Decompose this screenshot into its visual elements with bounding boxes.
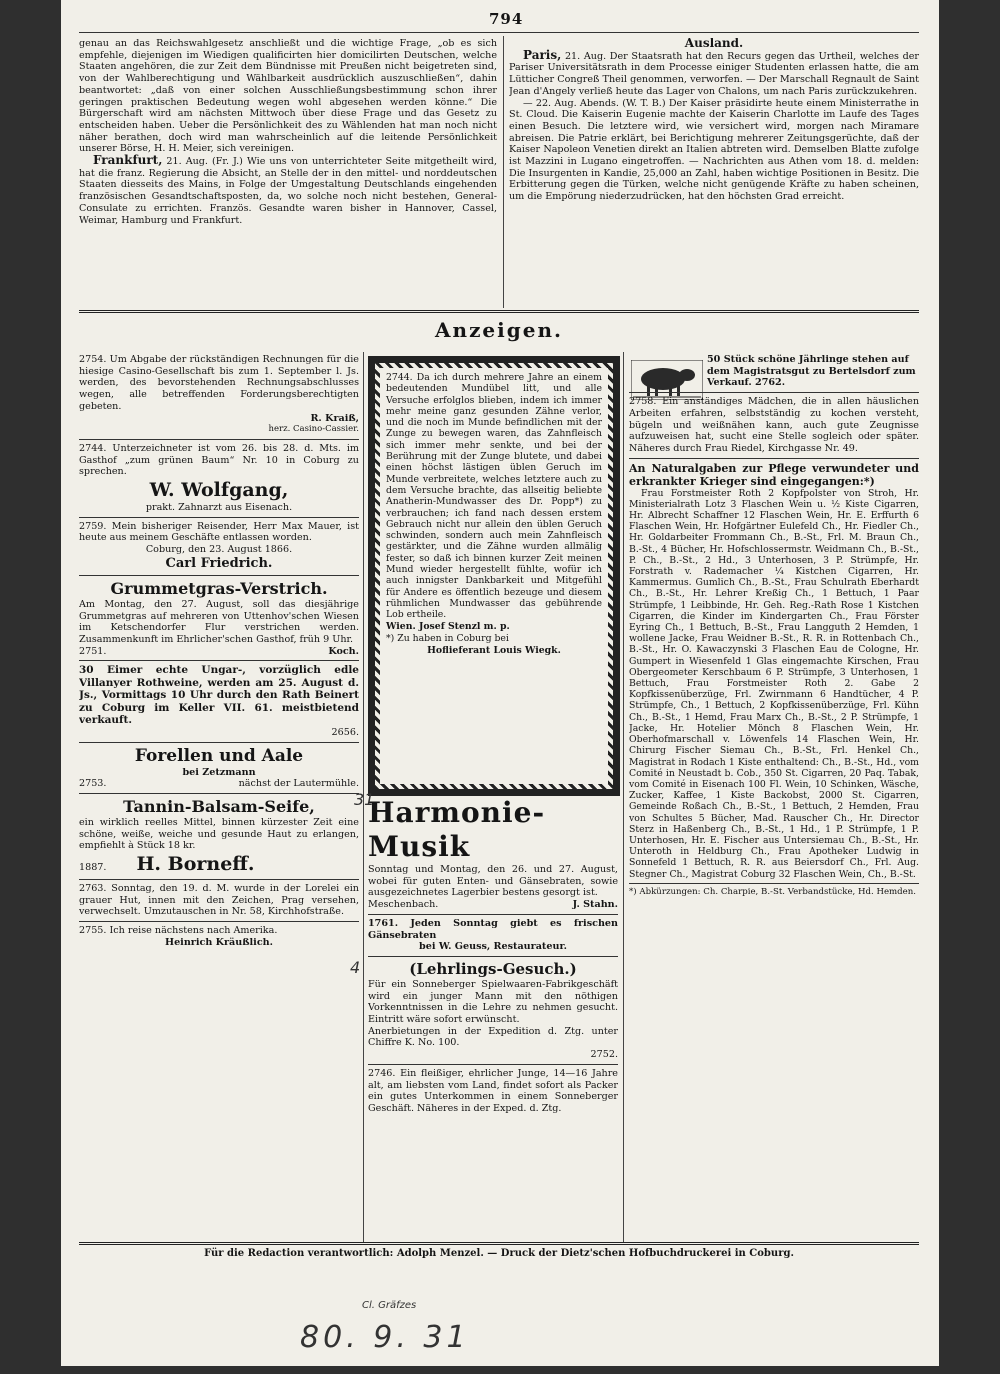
ad-naturalgaben-title: An Naturalgaben zur Pflege verwundeter und erkrankter Krieger sind eingegangen:*) xyxy=(629,461,919,488)
ad-wolfgang: 2744. Unterzeichneter ist vom 26. bis 28. d. Mts. im Gasthof „zum grünen Baum“ Nr. 10 in Coburg zu sprechen. xyxy=(79,442,359,478)
ad-harmonie-title: Harmonie-Musik xyxy=(368,796,546,863)
ad-amerika: 2755. Ich reise nächstens nach Amerika. xyxy=(79,925,278,937)
top-left-column xyxy=(79,38,497,308)
ad-tannin: ein wirklich reelles Mittel, binnen kürzester Zeit eine schöne, weiße, weiche und gesunde Haut zu erlangen, empfiehlt à Stück 18 kr. xyxy=(79,816,359,852)
ad-grummetgras: Am Montag, den 27. August, soll das diesjährige Grummetgras auf mehreren von Uttenhov'schen Wiesen im Ketschendorfer Flur verstrichen werden. Zusammenkunft im Ehrlicher'schen Gasthof, früh 9 Uhr. xyxy=(79,598,359,645)
ad-reisender: 2759. Mein bisheriger Reisender, Herr Max Mauer, ist heute aus meinem Geschäfte entlassen worden. xyxy=(79,520,359,544)
ad-anatherin: 2744. Da ich durch mehrere Jahre an einem bedeutenden Mundübel litt, und alle Versuche erfolglos blieben, indem ich immer mehr meine ganz gesunden Zähne verlor, und die noch im Munde befindlichen mit der Zunge zu bewegen waren, das Zahnfleisch sich immer mehr senkte, und bei der Berührung mit der Zunge blutete, und dabei einen höchst lästigen üblen Geruch im Munde verbreitete, welches letztere auch zu dem Versuche brachte, das allseitig beliebte Anatherin-Mundwasser des Dr. Popp*) zu verbrauchen; ich fand nach dessen erstem Gebrauch nicht nur allein den üblen Geruch schwinden, sondern auch mein Zahnfleisch gestärkter, und die Zähne wurden allmälig fester, so daß ich binnen kurzer Zeit meinen Mund wieder hergestellt fühlte, wofür ich auch innigster Dankbarkeit und Mitgefühl für Andere es öffentlich bezeuge und diesem rühmlichen Mundwasser das gebührende Lob ertheile. xyxy=(386,372,602,621)
handwritten-note: Cl. Gräfzes xyxy=(362,1300,417,1311)
ad-harmonie: Sonntag und Montag, den 26. und 27. August, wobei für guten Enten- und Gänsebraten, sowie ausgezeichnetes Lagerbier bestens gesorgt ist. xyxy=(368,864,618,899)
left-ads-column: 2754. Um Abgabe der rückständigen Rechnungen für die hiesige Casino-Gesellschaft bis zum 1. September l. Js. werden, des bevorstehenden Rechnungsabschlusses wegen, alle betreffenden Forderungsberechtigten gebeten. R. Kraiß, herz. Casino-Cassier. 2744. Unterzeichneter ist vom 26. bis 28. d. Mts. im Gasthof „zum grünen Baum“ Nr. 10 in Coburg zu sprechen. W. Wolfgang, prakt. Zahnarzt aus Eisenach. 2759. Mein bisheriger Reisender, Herr Max Mauer, ist heute aus meinem Geschäfte entlassen worden. Coburg, den 23. August 1866. Carl Friedrich. Grummetgras-Verstrich. Am Montag, den 27. August, soll das diesjährige Grummetgras auf mehreren von Uttenhov'schen Wiesen im Ketschendorfer Flur verstrichen werden. Zusammenkunft im Ehrlicher'schen Gasthof, früh 9 Uhr. 2751. Koch. 30 Eimer echte Ungar-, vorzüglich edle Villanyer Rothweine, werden am 25. August d. Js., Vormittags 10 Uhr durch den Rath Beinert zu Coburg im Keller VII. 61. meistbietend verkauft. 2656. Forellen und Aale bei Zetzmann 2753. nächst der Lautermühle. Tannin-Balsam-Seife, ein wirklich reelles Mittel, binnen kürzester Zeit eine schöne, weiße, weiche und gesunde Haut zu erlangen, empfiehlt à Stück 18 kr. 1887. H. Borneff. 2763. Sonntag, den 19. d. M. wurde in der Lorelei ein grauer Hut, innen mit den Zeichen, Prag versehen, verwechselt. Umzutauschen in Nr. 58, Kirchhofstraße. 2755. Ich reise nächstens nach Amerika. Heinrich Kräußlich. xyxy=(79,354,359,948)
ad-naturalgaben: Frau Forstmeister Roth 2 Kopfpolster von Stroh, Hr. Ministerialrath Lotz 3 Flaschen Wein u. ½ Kiste Cigarren, Hr. Albrecht Schaffner 12 Flaschen Wein, Hr. E. Erffurth 6 Flaschen Wein, Hr. Hofgärtner Eulefeld Ch., Hr. Fiedler Ch., Hr. Goldarbeiter Frommann Ch., B.-St., Frl. M. Braun Ch., B.-St., 4 Bücher, Hr. Hofschlossermstr. Weidmann Ch., B.-St., P. Ch., B.-St., 2 Hd., 3 Unterhosen, 3 P. Strümpfe, Hr. Forstrath v. Rademacher ¼ Kistchen Cigarren, Hr. Kammermus. Gumlich Ch., B.-St., Frau Schulrath Eberhardt Ch., B.-St., Hr. Lehrer Kreßig Ch., 1 Bettuch, 1 Paar Strümpfe, 1 Leibbinde, Hr. Geh. Reg.-Rath Rose 1 Kistchen Cigarren, die Kinder im Kindergarten Ch., Frau Förster Eyring Ch., 1 Bettuch, B.-St., Frau Langguth 2 Hemden, 1 wollene Jacke, Frau Weidner B.-St., R. R. in Rottenbach Ch., B.-St., Hr. O. Kawaczynski 3 Flaschen Eau de Cologne, Hr. Gumpert in Wiesenfeld 1 Glas eingemachte Kirschen, Frau Obergeometer Kerschbaum 6 P. Strümpfe, 3 Unterhosen, 1 Bettuch, Frau Forstmeister Roth 2. Gabe 2 Kopfkissenüberzüge, Frl. Zwirnmann 6 Handtücher, 4 P. Strümpfe, Ch., 1 Bettuch, 2 Kopfkissenüberzüge, Frl. Kühn Ch., B.-St., 1 Hemd, Frau Marx Ch., B.-St., 2 P. Strümpfe, 1 Jacke, Hr. Hotelier Mönch 8 Flaschen Wein, Hr. Oberhofmarschall v. Löwenfels 14 Flaschen Wein, Hr. Chirurg Fischer Siemau Ch., B.-St., Frl. Henkel Ch., Magistrat in Rodach 1 Kiste enthaltend: Ch., B.-St., Hd., vom Comité in Neustadt b. Cob., 350 St. Cigarren, 20 Paq. Tabak, vom Comité in Eisenach 100 Fl. Wein, 10 Schinken, Wäsche, Zucker, Kaffee, 1 Kiste Backobst, 2000 St. Cigarren, Gemeinde Roßach Ch., B.-St., 1 Bettuch, 2 Hemden, Frau von Schultes 5 Bücher, Mad. Rauscher Ch., Hr. Director Sterz in Haßenberg Ch., B.-St., 1 Hd., 1 P. Strümpfe, 1 P. Unterhosen, Hr. E. Fischer aus Untersiemau Ch., B.-St., Hr. Unteroth in Heldburg Ch., Frau Apotheker Ludwig in Sonnefeld 1 Bettuch, R. R. aus Beiersdorf Ch., Frl. Aug. Stegner Ch., Magistrat Coburg 32 Flaschen Wein, Ch., B.-St. xyxy=(629,487,919,880)
ad-gaensebraten: 1761. Jeden Sonntag giebt es frischen Gänsebraten xyxy=(368,917,618,941)
footnote-abbreviations: *) Abkürzungen: Ch. Charpie, B.-St. Verbandstücke, Hd. Hemden. xyxy=(629,886,917,897)
anzeigen-heading: Anzeigen. xyxy=(435,318,563,342)
ad-lehrling: Für ein Sonneberger Spielwaaren-Fabrikgeschäft wird ein junger Mann mit den nöthigen Vorkenntnissen in die Lehre zu nehmen gesucht. Eintritt wäre sofort erwünscht. xyxy=(368,978,618,1026)
ad-anatherin-frame: 2744. Da ich durch mehrere Jahre an einem bedeutenden Mundübel litt, und alle Versuche erfolglos blieben, indem ich immer mehr meine ganz gesunden Zähne verlor, und die noch im Munde befindlichen mit der Zunge zu bewegen waren, das Zahnfleisch sich immer mehr senkte, und bei der Berührung mit der Zunge blutete, und dabei einen höchst lästigen üblen Geruch im Munde verbreitete, welches letztere auch zu dem Versuche brachte, das allseitig beliebte Anatherin-Mundwasser des Dr. Popp*) zu verbrauchen; ich fand nach dessen erstem Gebrauch nicht nur allein den üblen Geruch schwinden, sondern auch mein Zahnfleisch gestärkter, und die Zähne wurden allmälig fester, so daß ich binnen kurzer Zeit meinen Mund wieder hergestellt fühlte, wofür ich auch innigster Dankbarkeit und Mitgefühl für Andere es öffentlich bezeuge und diesem rühmlichen Mundwasser das gebührende Lob ertheile. Wien. Josef Stenzl m. p. *) Zu haben in Coburg bei Hoflieferant Louis Wiegk. xyxy=(368,356,620,796)
ad-junge: 2746. Ein fleißiger, ehrlicher Junge, 14—16 Jahre alt, am liebsten vom Land, findet sofort als Packer ein gutes Unterkommen in einem Sonneberger Geschäft. Näheres in der Exped. d. Ztg. xyxy=(368,1067,618,1114)
ad-maedchen: 2758. Ein anständiges Mädchen, die in allen häuslichen Arbeiten erfahren, selbstständig zu kochen versteht, bügeln und weißnähen kann, auch gute Zeugnisse aufzuweisen hat, sucht eine Stelle sogleich oder später. Näheres durch Frau Riedel, Kirchgasse Nr. 49. xyxy=(629,396,919,454)
ad-tannin-title: Tannin-Balsam-Seife, xyxy=(123,796,315,816)
ad-casino: 2754. Um Abgabe der rückständigen Rechnungen für die hiesige Casino-Gesellschaft bis zum 1. September l. Js. werden, des bevorstehenden Rechnungsabschlusses wegen, alle betreffenden Forderungsberechtigten gebeten. xyxy=(79,354,359,412)
handwritten-margin-mark: 4 xyxy=(350,958,361,977)
newspaper-page xyxy=(79,10,919,1274)
mid-ads-column: Harmonie-Musik Sonntag und Montag, den 26. und 27. August, wobei für guten Enten- und Gänsebraten, sowie ausgezeichnetes Lagerbier bestens gesorgt ist. Meschenbach. J. Stahn. 1761. Jeden Sonntag giebt es frischen Gänsebraten bei W. Geuss, Restaurateur. (Lehrlings-Gesuch.) Für ein Sonneberger Spielwaaren-Fabrikgeschäft wird ein junger Mann mit den nöthigen Vorkenntnissen in die Lehre zu nehmen gesucht. Eintritt wäre sofort erwünscht. Anerbietungen in der Expedition d. Ztg. unter Chiffre K. No. 100. 2752. 2746. Ein fleißiger, ehrlicher Junge, 14—16 Jahre alt, am liebsten vom Land, findet sofort als Packer ein gutes Unterkommen in einem Sonneberger Geschäft. Näheres in der Exped. d. Ztg. xyxy=(368,796,618,1114)
right-ads-column xyxy=(629,354,919,1244)
page-number: 794 xyxy=(489,10,524,28)
handwritten-margin-mark: 31 xyxy=(354,790,375,809)
article-paris-evening: — 22. Aug. Abends. (W. T. B.) Der Kaiser präsidirte heute einem Ministerrathe in St. Cloud. Die Kaiserin Eugenie machte der Kaiserin Charlotte im Laufe des Tages einen Besuch. Die letztere wird, wie versichert wird, morgen nach Miramare abreisen. Die Patrie erklärt, bei Berichtigung mehrerer Zeitungsgerüchte, daß der Kaiser Napoleon Venetien direkt an Italien abtreten wird. Demselben Blatte zufolge ist Mazzini in Lugano eingetroffen. — Nachrichten aus Athen vom 18. d. melden: Die Insurgenten in Kandie, 25,000 an Zahl, haben wichtige Positionen in Besitz. Die Erbitterung gegen die Türken, welche nicht genügende Kräfte zu haben scheinen, um die Empörung niederzudrücken, hat den höchsten Grad erreicht. xyxy=(509,97,919,203)
ad-jaehrlinge: 50 Stück schöne Jährlinge stehen auf dem Magistratsgut zu Bertelsdorf zum Verkauf. 2762. xyxy=(707,354,916,389)
ad-lehrling-title: (Lehrlings-Gesuch.) xyxy=(409,959,577,978)
ad-grummetgras-title: Grummetgras-Verstrich. xyxy=(110,578,328,598)
handwritten-numbers: 80. 9. 31 xyxy=(300,1320,470,1355)
article-paris: Paris, 21. Aug. Der Staatsrath hat den Recurs gegen das Urtheil, welches der Pariser Universitätsrath in dem Processe einiger Studenten erlassen hatte, die am Lütticher Congreß Theil genommen, verworfen. — Der Marschall Regnault de Saint Jean d'Angely verließ heute das Lager von Chalons, um nach Paris zurückzukehren. xyxy=(509,47,919,97)
ausland-heading: Ausland. xyxy=(684,38,744,50)
ad-forellen-title: Forellen und Aale xyxy=(134,745,304,766)
imprint-footer: Für die Redaction verantwortlich: Adolph Menzel. — Druck der Dietz'schen Hofbuchdruckerei in Coburg. xyxy=(204,1248,794,1259)
ad-ungarwein: 30 Eimer echte Ungar-, vorzüglich edle Villanyer Rothweine, werden am 25. August d. Js., Vormittags 10 Uhr durch den Rath Beinert zu Coburg im Keller VII. 61. meistbietend verkauft. xyxy=(79,664,359,727)
top-right-column xyxy=(509,38,919,308)
article-frankfurt: Frankfurt, 21. Aug. (Fr. J.) Wie uns von unterrichteter Seite mitgetheilt wird, hat die franz. Regierung die Absicht, an Stelle der in den mittel- und norddeutschen Staaten diesseits des Mains, in Folge der Umgestaltung Deutschlands eingehenden französischen Gesandtschaftsposten, da, wo solche noch nicht bestehen, General-Consulate zu errichten. Französ. Gesandte waren bisher in Hannover, Cassel, Weimar, Hamburg und Frankfurt. xyxy=(79,153,497,226)
article-bremen: genau an das Reichswahlgesetz anschließt und die wichtige Frage, „ob es sich empfehle, diejenigen im Wiedigen qualificirten hier domicilirten Deutschen, welche Staaten angehören, die zur Zeit dem Bündnisse mit Preußen nicht beigetreten sind, von der Wahlberechtigung und Wählbarkeit ausdrücklich auszuschließen“, dahin beantwortet: „daß von einer solchen Ausschließungsbestimmung schon ihrer geringen praktischen Bedeutung wegen wohl abgesehen werden könne.“ Die Bürgerschaft wird am nächsten Mittwoch über diese Frage und das Gesetz zu entscheiden haben. Ueber die Persönlichkeit des zu Wählenden hat man noch nicht näher berathen, doch wird man wahrscheinlich auf die leitende Persönlichkeit unserer Börse, H. H. Meier, sich vereinigen. xyxy=(79,38,497,155)
ad-hut: 2763. Sonntag, den 19. d. M. wurde in der Lorelei ein grauer Hut, innen mit den Zeichen, Prag versehen, verwechselt. Umzutauschen in Nr. 58, Kirchhofstraße. xyxy=(79,883,359,918)
